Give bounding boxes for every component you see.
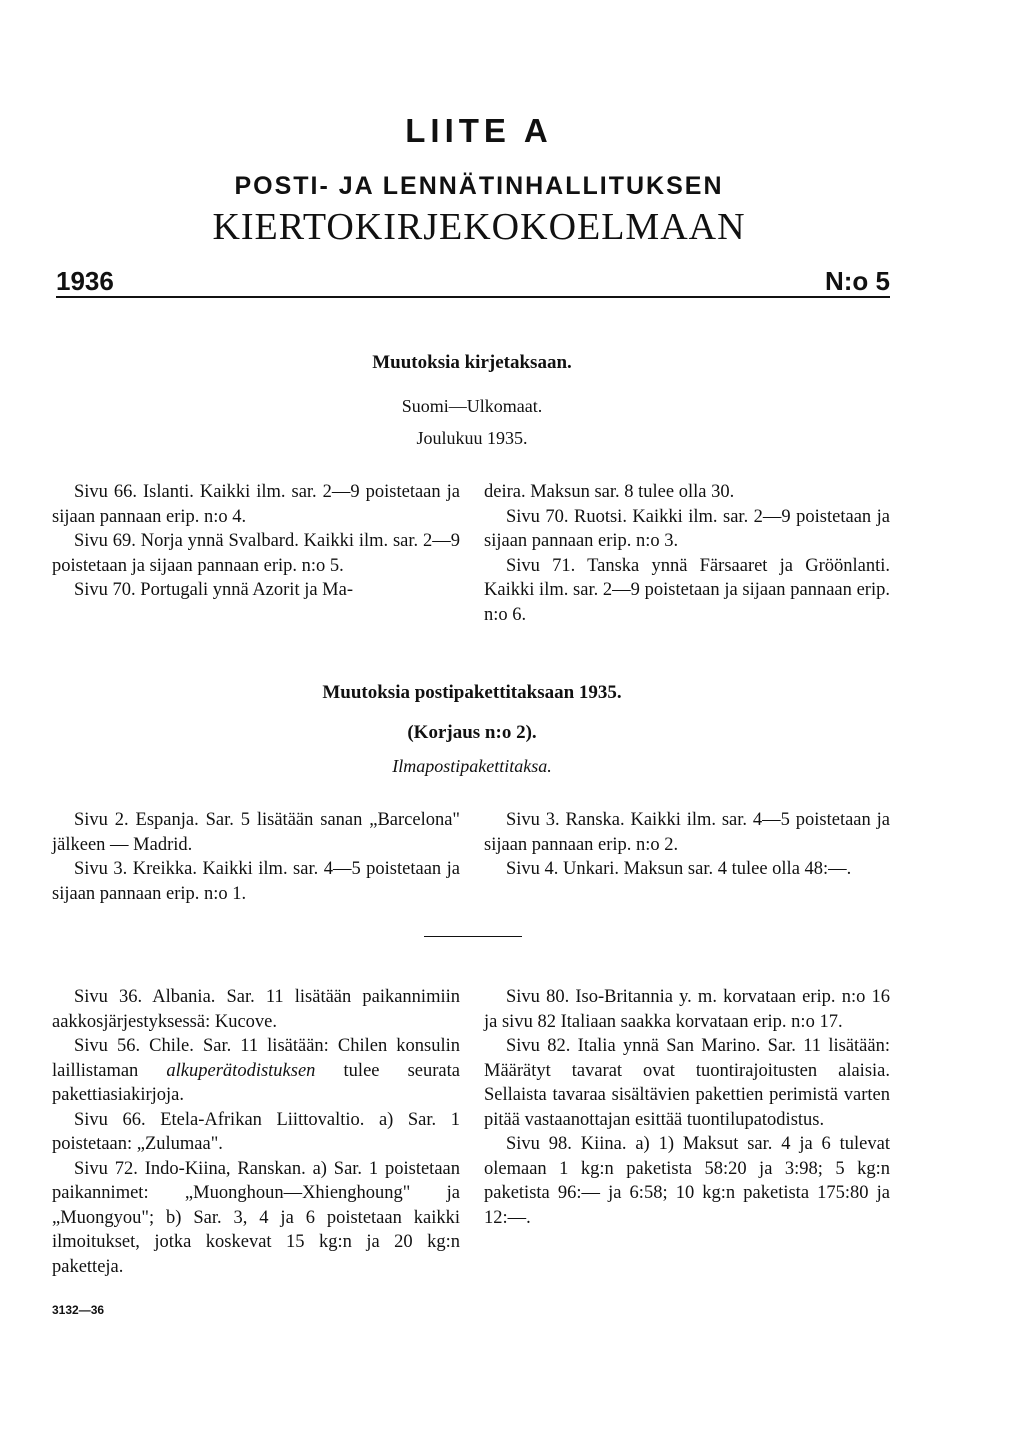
section1-left-p1: Sivu 66. Islanti. Kaikki ilm. sar. 2—9 poistetaan ja sijaan pannaan erip. n:o 4. (52, 482, 460, 527)
section1-left-p2: Sivu 69. Norja ynnä Svalbard. Kaikki ilm. sar. 2—9 poistetaan ja sijaan pannaan erip. n:o 5. (52, 531, 460, 576)
appendix-heading: LIITE A (405, 112, 553, 149)
section3-right-p2: Sivu 82. Italia ynnä San Marino. Sar. 11 lisätään: Määrätyt tavarat ovat tuontirajoitusten alaisia. Sellaista tavaraa sisältävien pakettien perimistä varten pitää vastaanottajan esittää tuontilupatodistus. (484, 1036, 890, 1130)
section1-left-p3: Sivu 70. Portugali ynnä Azorit ja Ma- (74, 580, 354, 600)
print-code: 3132—36 (52, 1303, 105, 1317)
section1-right-p3: Sivu 71. Tanska ynnä Färsaaret ja Gröönlanti. Kaikki ilm. sar. 2—9 poistetaan ja sijaan pannaan erip. n:o 6. (484, 555, 890, 625)
section2-title: Muutoksia postipakettitaksaan 1935. (322, 682, 622, 703)
section3-left-p2 (52, 1034, 460, 1108)
section2-subtitle: Ilmapostipakettitaksa. (392, 756, 552, 776)
section3-left-p1: Sivu 36. Albania. Sar. 11 lisätään paikannimiin aakkosjärjestyksessä: Kucove. (52, 987, 460, 1032)
section2-correction: (Korjaus n:o 2). (407, 722, 537, 743)
section2-left-column (52, 808, 460, 906)
section3-left-p2-italic: alkuperätodistuksen (166, 1060, 316, 1081)
section3-left-column (52, 985, 460, 1279)
section3-left-p3: Sivu 66. Etela-Afrikan Liittovaltio. a) Sar. 1 poistetaan: „Zulumaa". (52, 1109, 460, 1154)
collection-heading: KIERTOKIRJEKOKOELMAAN (212, 206, 746, 248)
section2-left-p2: Sivu 3. Kreikka. Kaikki ilm. sar. 4—5 poistetaan ja sijaan pannaan erip. n:o 1. (52, 859, 460, 904)
section1-route: Suomi—Ulkomaat. (401, 396, 543, 416)
section2-right-p1: Sivu 3. Ranska. Kaikki ilm. sar. 4—5 poistetaan ja sijaan pannaan erip. n:o 2. (484, 810, 890, 855)
section3-right-p1: Sivu 80. Iso-Britannia y. m. korvataan erip. n:o 16 ja sivu 82 Italiaan saakka korvataan erip. n:o 17. (484, 987, 890, 1032)
section3-left-p4: Sivu 72. Indo-Kiina, Ranskan. a) Sar. 1 poistetaan paikannimet: „Muonghoun—Xhienghoung" ja „Muongyou"; b) Sar. 3, 4 ja 6 poistetaan kaikki ilmoitukset, jotka koskevat 15 kg:n ja 20 kg:n paketteja. (52, 1158, 460, 1277)
issuer-heading: POSTI- JA LENNÄTINHALLITUKSEN (234, 172, 724, 200)
section1-title: Muutoksia kirjetaksaan. (372, 352, 572, 373)
section2-right-column (484, 808, 890, 882)
section1-right-p2: Sivu 70. Ruotsi. Kaikki ilm. sar. 2—9 poistetaan ja sijaan pannaan erip. n:o 3. (484, 506, 890, 551)
section3-left-p2-before: Sivu 56. Chile. Sar. 11 lisätään: Chilen konsulin laillistaman (52, 1036, 460, 1081)
section1-date: Joulukuu 1935. (416, 428, 528, 448)
section3-right-column (484, 985, 890, 1230)
section1-left-column (52, 480, 460, 603)
section-divider (424, 936, 522, 937)
header-rule (56, 296, 890, 298)
section1-right-column (484, 480, 890, 627)
section2-right-p2: Sivu 4. Unkari. Maksun sar. 4 tulee olla 48:—. (506, 859, 852, 879)
section1-right-p1: deira. Maksun sar. 8 tulee olla 30. (484, 482, 735, 502)
section3-right-p3: Sivu 98. Kiina. a) 1) Maksut sar. 4 ja 6 tulevat olemaan 1 kg:n paketista 58:20 ja 3:98; 5 kg:n paketista 96:— ja 6:58; 10 kg:n paketista 175:80 ja 12:—. (484, 1134, 890, 1228)
section3-left-p2-after: tulee seurata pakettiasiakirjoja. (52, 1060, 460, 1105)
year-label: 1936 (56, 266, 114, 296)
section2-left-p1: Sivu 2. Espanja. Sar. 5 lisätään sanan „Barcelona" jälkeen — Madrid. (52, 810, 460, 855)
issue-number: N:o 5 (825, 266, 890, 296)
